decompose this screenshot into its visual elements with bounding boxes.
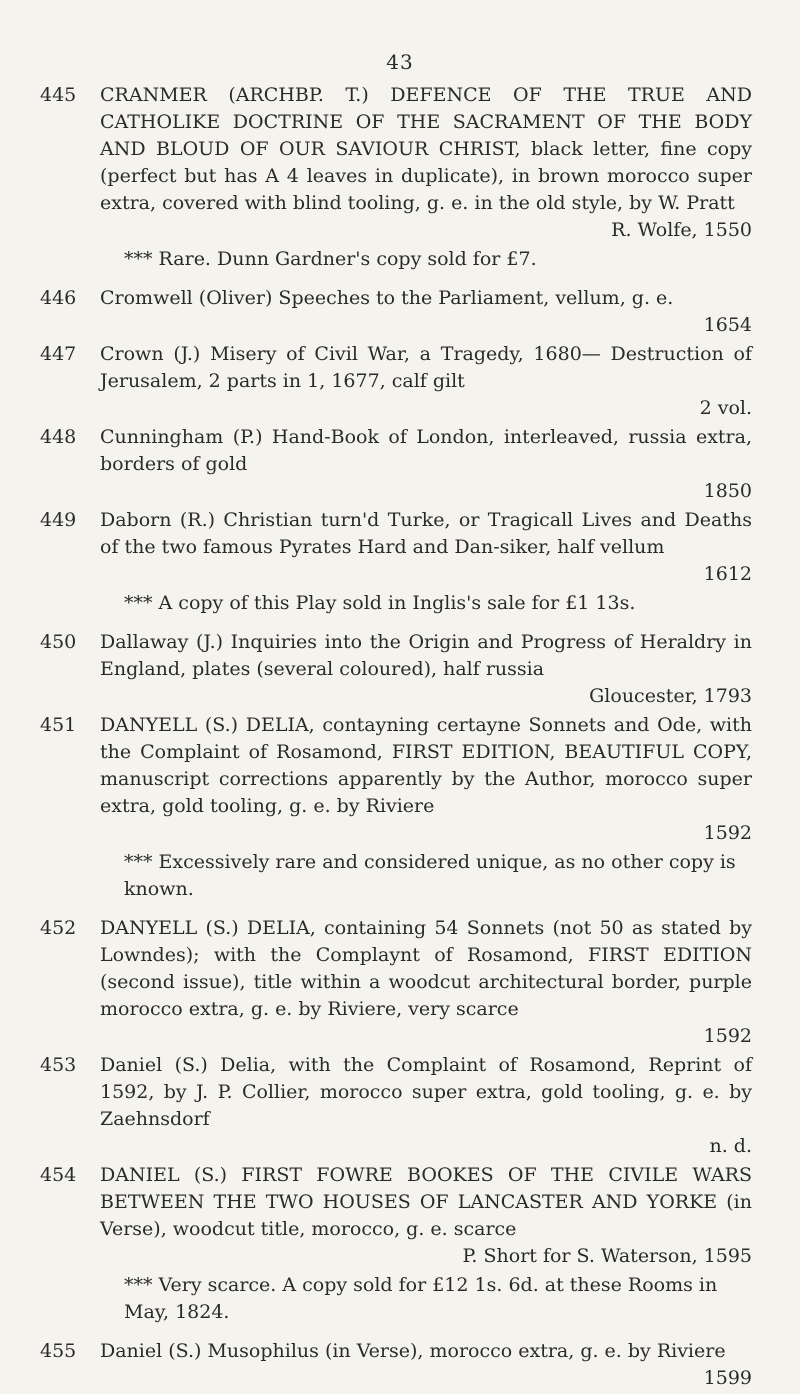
catalogue-entry	[40, 507, 752, 588]
entry-number: 445	[40, 84, 77, 106]
catalogue-entry	[40, 629, 752, 710]
entry-number: 449	[40, 509, 77, 531]
entry-number: 447	[40, 343, 77, 365]
entry-number: 448	[40, 426, 77, 448]
entry-number: 451	[40, 714, 77, 736]
entry-description: Dallaway (J.) Inquiries into the Origin and Progress of Heraldry in England, plates (several coloured), half russia	[100, 631, 752, 680]
entry-imprint: n. d.	[709, 1135, 752, 1157]
entry-note	[40, 1272, 752, 1326]
catalogue-entry	[40, 1162, 752, 1270]
entry-description: Daniel (S.) Musophilus (in Verse), morocco extra, g. e. by Riviere	[100, 1340, 726, 1362]
entry-number: 450	[40, 631, 77, 653]
entry-note-text: *** Very scarce. A copy sold for £12 1s. 6d. at these Rooms in May, 1824.	[124, 1274, 718, 1323]
entry-number: 455	[40, 1340, 77, 1362]
entry-description: DANIEL (S.) FIRST FOWRE BOOKES OF THE CIVILE WARS BETWEEN THE TWO HOUSES OF LANCASTER AND YORKE (in Verse), woodcut title, morocco, g. e. scarce	[100, 1164, 752, 1240]
entry-description: Cunningham (P.) Hand-Book of London, interleaved, russia extra, borders of gold	[100, 426, 752, 475]
entry-imprint: 2 vol.	[699, 397, 752, 419]
entry-imprint: 1654	[703, 314, 752, 336]
entry-imprint: P. Short for S. Waterson, 1595	[462, 1245, 752, 1267]
page-number: 43	[386, 50, 414, 74]
entry-imprint: 1592	[703, 822, 752, 844]
entry-number: 452	[40, 917, 77, 939]
catalogue-entries	[40, 82, 752, 1394]
catalogue-entry	[40, 285, 752, 339]
entry-note-text: *** A copy of this Play sold in Inglis's sale for £1 13s.	[124, 592, 636, 614]
entry-note	[40, 246, 752, 273]
entry-imprint: 1850	[703, 480, 752, 502]
catalogue-entry	[40, 1338, 752, 1392]
catalogue-entry	[40, 712, 752, 847]
entry-description: Daborn (R.) Christian turn'd Turke, or Tragicall Lives and Deaths of the two famous Pyrates Hard and Dan-siker, half vellum	[100, 509, 752, 558]
entry-description: Daniel (S.) Delia, with the Complaint of Rosamond, Reprint of 1592, by J. P. Collier, morocco super extra, gold tooling, g. e. by Zaehnsdorf	[100, 1054, 752, 1130]
entry-note	[40, 849, 752, 903]
entry-description: CRANMER (ARCHBP. T.) DEFENCE OF THE TRUE AND CATHOLIKE DOCTRINE OF THE SACRAMENT OF THE BODY AND BLOUD OF OUR SAVIOUR CHRIST, black letter, fine copy (perfect but has A 4 leaves in duplicate), in brown morocco super extra, covered with blind tooling, g. e. in the old style, by W. Pratt	[100, 84, 752, 214]
entry-description: Cromwell (Oliver) Speeches to the Parliament, vellum, g. e.	[100, 287, 674, 309]
entry-description: DANYELL (S.) DELIA, containing 54 Sonnets (not 50 as stated by Lowndes); with the Complaynt of Rosamond, FIRST EDITION (second issue), title within a woodcut architectural border, purple morocco extra, g. e. by Riviere, very scarce	[100, 917, 752, 1020]
entry-number: 454	[40, 1164, 77, 1186]
catalogue-entry	[40, 424, 752, 505]
entry-imprint: 1612	[703, 563, 752, 585]
entry-imprint: Gloucester, 1793	[589, 685, 752, 707]
entry-note-text: *** Excessively rare and considered unique, as no other copy is known.	[124, 851, 736, 900]
entry-number: 453	[40, 1054, 77, 1076]
catalogue-entry	[40, 915, 752, 1050]
entry-description: DANYELL (S.) DELIA, contayning certayne Sonnets and Ode, with the Complaint of Rosamond, FIRST EDITION, BEAUTIFUL COPY, manuscript corrections apparently by the Author, morocco super extra, gold tooling, g. e. by Riviere	[100, 714, 752, 817]
catalogue-entry	[40, 1052, 752, 1160]
entry-imprint: R. Wolfe, 1550	[611, 219, 752, 241]
catalogue-entry	[40, 341, 752, 422]
entry-imprint: 1599	[703, 1367, 752, 1389]
entry-imprint: 1592	[703, 1025, 752, 1047]
entry-description: Crown (J.) Misery of Civil War, a Tragedy, 1680— Destruction of Jerusalem, 2 parts in 1, 1677, calf gilt	[100, 343, 752, 392]
entry-note	[40, 590, 752, 617]
catalogue-entry	[40, 82, 752, 244]
entry-note-text: *** Rare. Dunn Gardner's copy sold for £7.	[124, 248, 537, 270]
entry-number: 446	[40, 287, 77, 309]
